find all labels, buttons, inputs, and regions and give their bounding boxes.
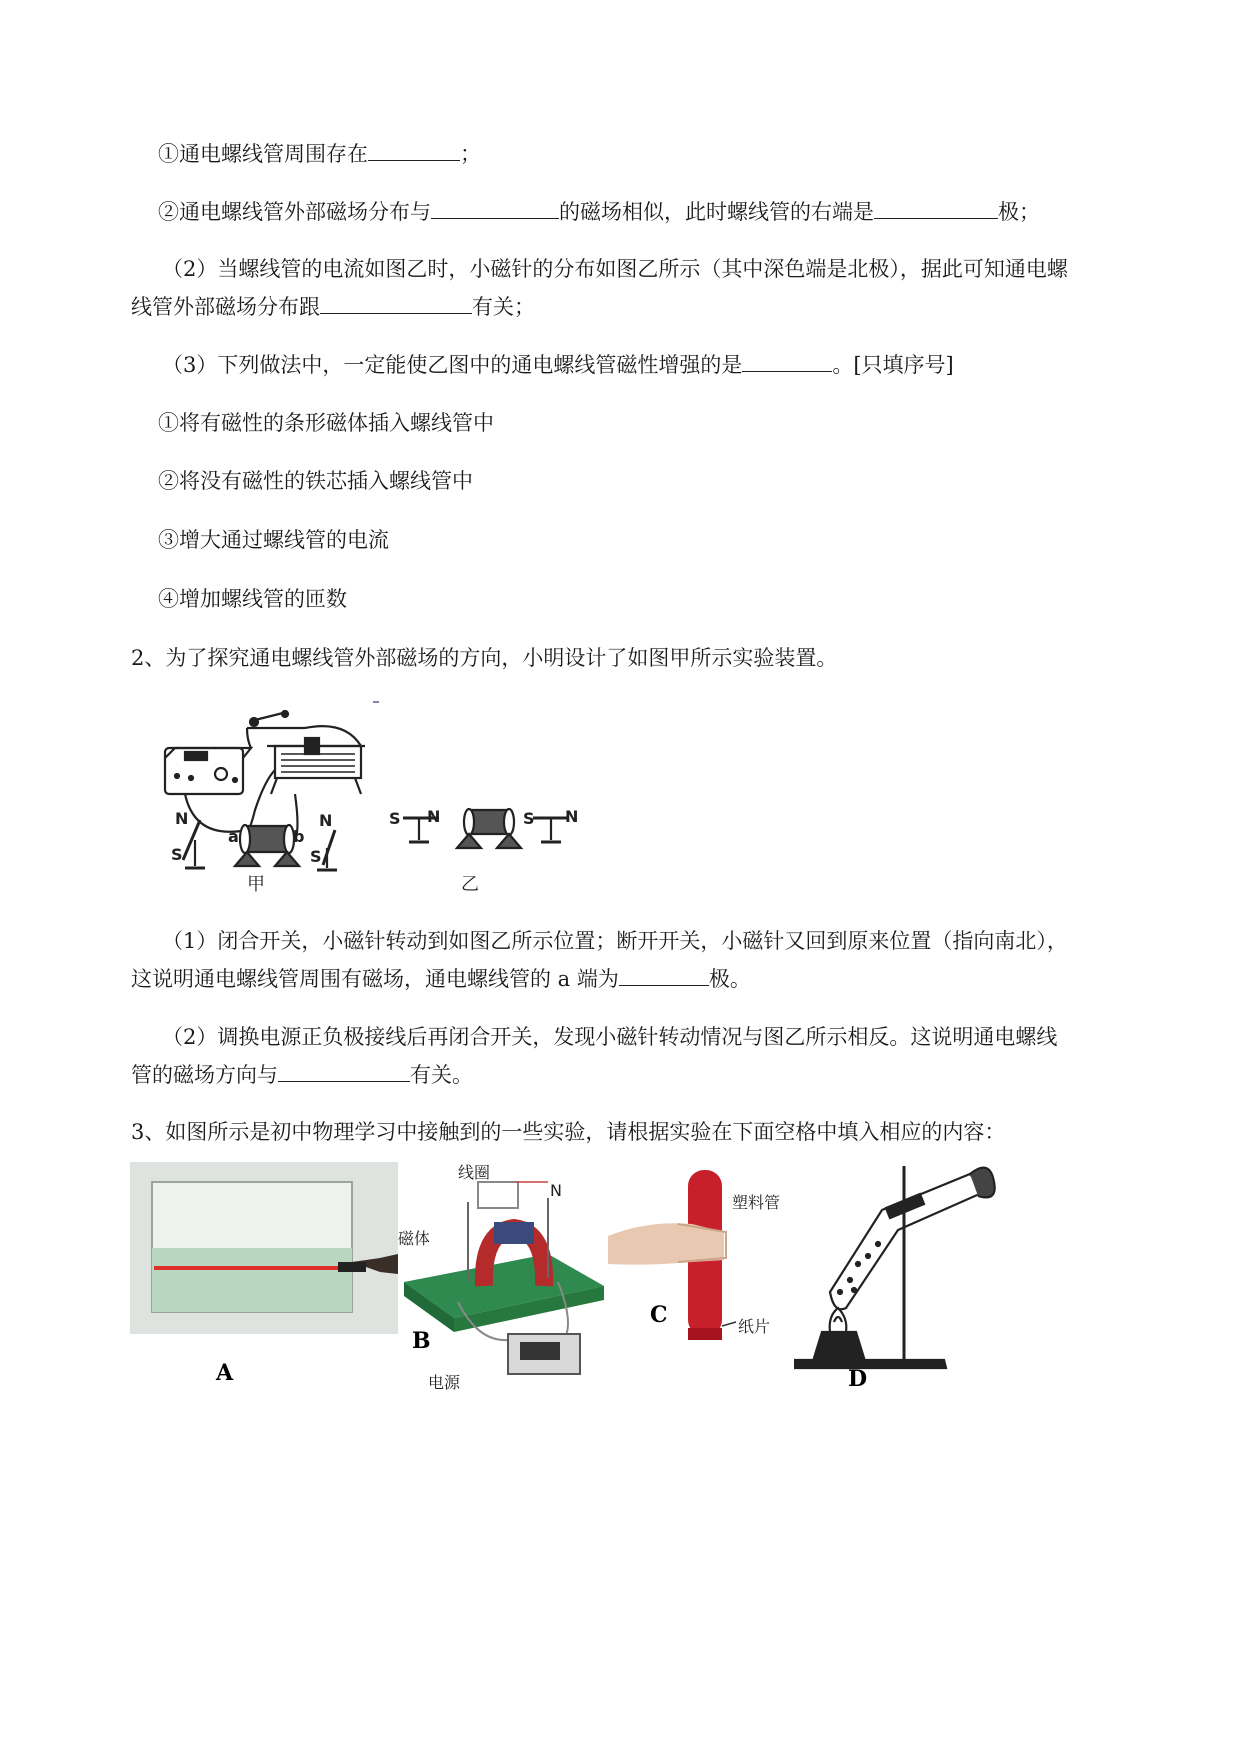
end-label-b: b <box>293 827 305 846</box>
answer-blank[interactable] <box>619 963 709 986</box>
figure-label-c: C <box>650 1302 668 1328</box>
pole-label-n: N <box>175 809 189 828</box>
figure-label-yi: 乙 <box>461 874 479 895</box>
item2-line: ②通电螺线管外部磁场分布与 的磁场相似，此时螺线管的右端是 极； <box>158 196 1040 227</box>
label-paper: 纸片 <box>738 1317 771 1336</box>
answer-blank[interactable] <box>431 196 559 219</box>
q2-sub2-line1: （2）调换电源正负极接线后再闭合开关，发现小磁针转动情况与图乙所示相反。这说明通电螺线 <box>162 1025 1058 1049</box>
pole-label-s: S <box>310 847 322 866</box>
answer-blank[interactable] <box>368 138 460 161</box>
pole-label-n: N <box>319 811 333 830</box>
q2-sub2-line2: 管的磁场方向与 有关。 <box>131 1059 473 1090</box>
label-magnet: 磁体 <box>398 1229 431 1248</box>
label-power: 电源 <box>428 1373 461 1392</box>
q2-sub1-line2: 这说明通电螺线管周围有磁场，通电螺线管的 a 端为 极。 <box>131 963 751 994</box>
pole-label-s: S <box>523 809 535 828</box>
answer-blank[interactable] <box>742 349 832 372</box>
q2-stem: 2、为了探究通电螺线管外部磁场的方向，小明设计了如图甲所示实验装置。 <box>131 646 838 670</box>
q2-apparatus-figure <box>155 690 595 900</box>
sub2-line2: 线管外部磁场分布跟 有关； <box>131 291 535 322</box>
answer-blank[interactable] <box>278 1059 410 1082</box>
label-plastic-tube: 塑料管 <box>732 1193 781 1212</box>
answer-blank[interactable] <box>320 291 472 314</box>
option-3: ③增大通过螺线管的电流 <box>158 528 389 552</box>
figure-label-b: B <box>412 1328 431 1354</box>
item1-text: ①通电螺线管周围存在 <box>158 142 368 166</box>
pole-label-s: S <box>171 845 183 864</box>
sub2-line1: （2）当螺线管的电流如图乙时，小磁针的分布如图乙所示（其中深色端是北极），据此可知通电螺 <box>162 257 1068 281</box>
figure-label-jia: 甲 <box>247 874 265 895</box>
label-n: N <box>550 1181 562 1200</box>
option-2: ②将没有磁性的铁芯插入螺线管中 <box>158 469 473 493</box>
pole-label-n: N <box>427 807 441 826</box>
figure-d-test-tube-heating <box>794 1162 998 1398</box>
pole-label-s: S <box>389 809 401 828</box>
q3-stem: 3、如图所示是初中物理学习中接触到的一些实验，请根据实验在下面空格中填入相应的内容： <box>131 1120 1006 1144</box>
figure-c-plastic-tube <box>608 1162 798 1398</box>
figure-label-d: D <box>848 1366 868 1392</box>
q2-sub1-line1: （1）闭合开关，小磁针转动到如图乙所示位置；断开开关，小磁针又回到原来位置（指向南北）， <box>162 929 1068 953</box>
sub3-line: （3）下列做法中，一定能使乙图中的通电螺线管磁性增强的是 。[只填序号] <box>162 349 954 380</box>
figure-a-water-tank-laser <box>130 1162 398 1398</box>
item1-line: ①通电螺线管周围存在 ； <box>158 138 481 169</box>
figure-label-a: A <box>216 1360 234 1386</box>
option-1: ①将有磁性的条形磁体插入螺线管中 <box>158 411 494 435</box>
label-coil: 线圈 <box>458 1163 491 1182</box>
figure-b-motor-model <box>398 1162 608 1398</box>
pole-label-n: N <box>565 807 579 826</box>
answer-blank[interactable] <box>874 196 998 219</box>
option-4: ④增加螺线管的匝数 <box>158 587 347 611</box>
end-label-a: a <box>228 827 239 846</box>
